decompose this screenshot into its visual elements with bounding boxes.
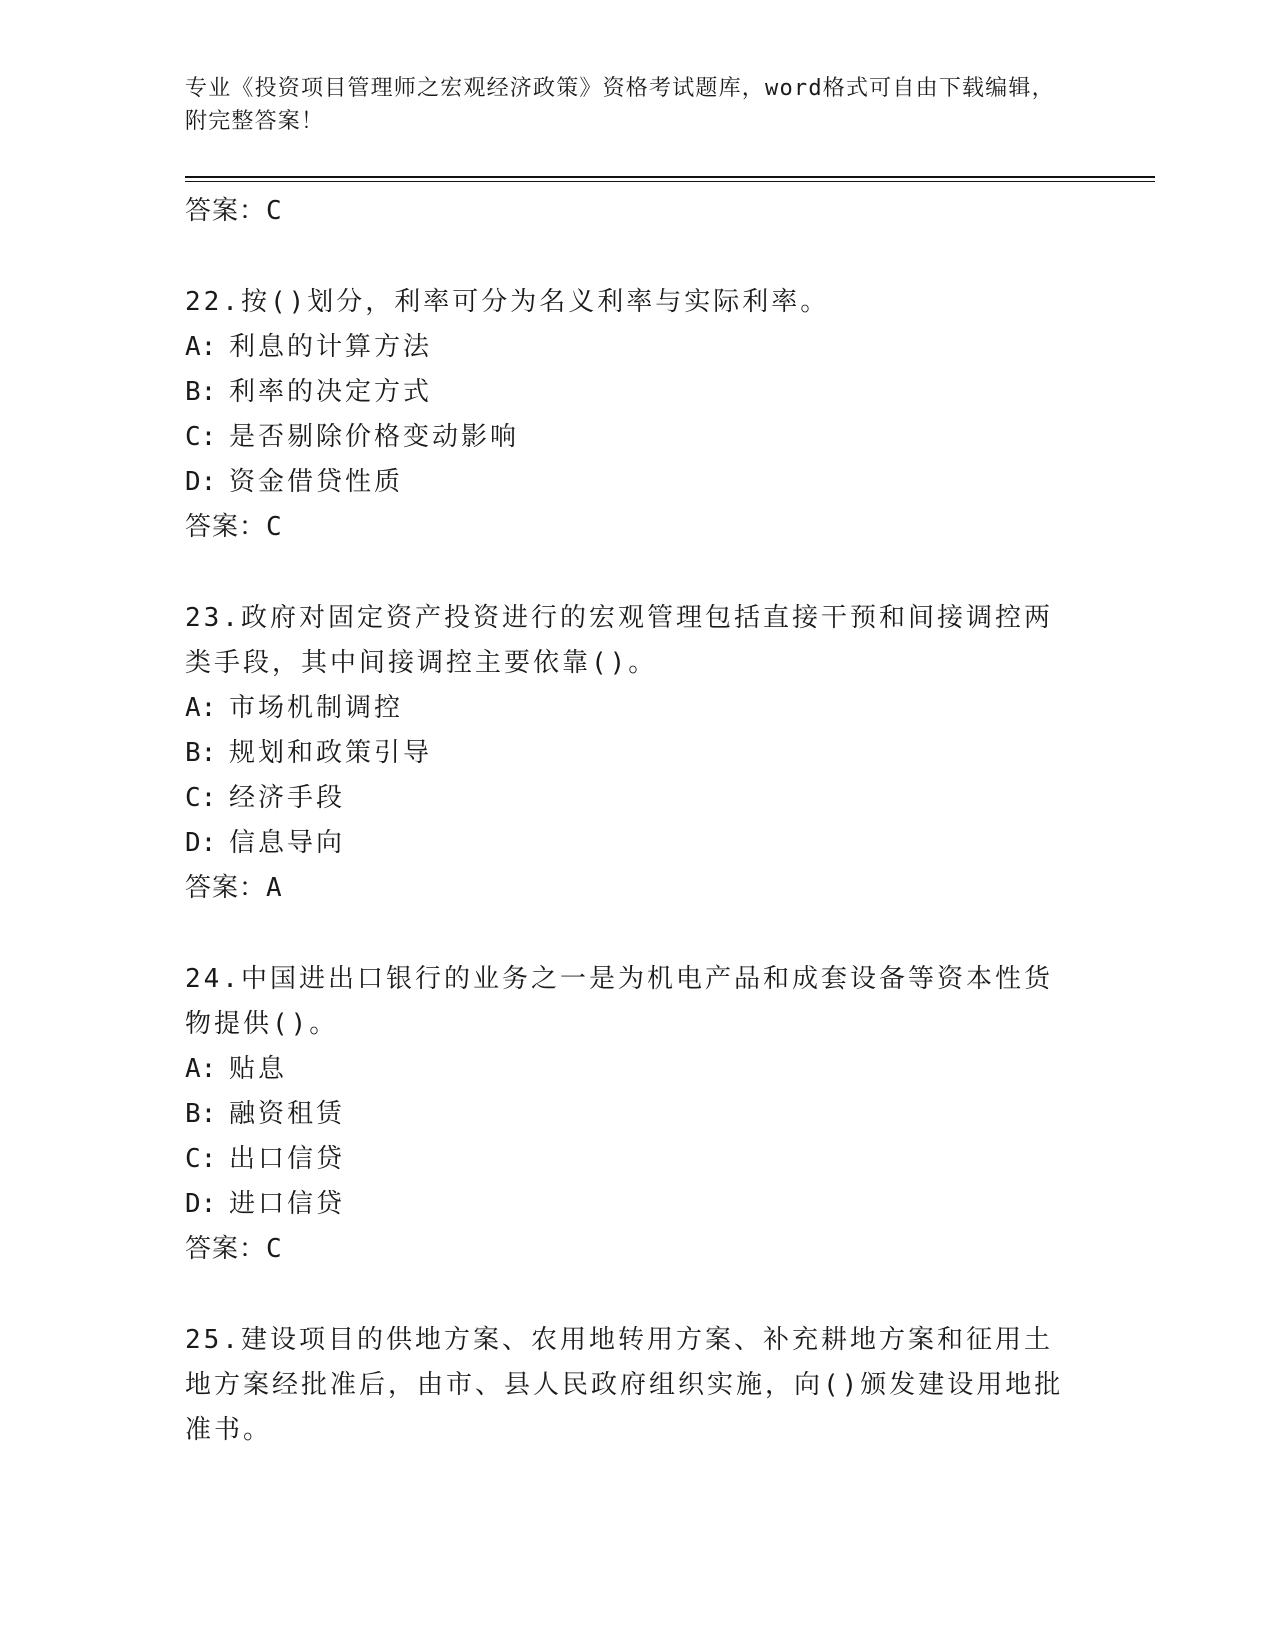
option-text: 规划和政策引导 (229, 738, 433, 768)
option-key: C: (185, 783, 217, 813)
option-text: 出口信贷 (229, 1144, 346, 1174)
question-list (185, 189, 1065, 1453)
option-text: 市场机制调控 (229, 693, 404, 723)
option-key: B: (185, 738, 217, 768)
option-a (185, 686, 1065, 731)
header-divider-thick (185, 176, 1155, 178)
answer-label: 答案： (185, 512, 267, 542)
question-stem: 22.按()划分，利率可分为名义利率与实际利率。 (185, 287, 830, 317)
option-key: A: (185, 1054, 217, 1084)
option-d (185, 821, 1065, 866)
option-key: D: (185, 1189, 217, 1219)
answer-value: C (266, 1234, 283, 1264)
question-stem: 25.建设项目的供地方案、农用地转用方案、补充耕地方案和征用土地方案经批准后，由市、县人民政府组织实施，向()颁发建设用地批准书。 (185, 1325, 1064, 1445)
option-key: C: (185, 422, 217, 452)
option-text: 经济手段 (229, 783, 346, 813)
option-c (185, 1137, 1065, 1182)
option-c (185, 415, 1065, 460)
option-text: 信息导向 (229, 828, 346, 858)
answer-label: 答案： (185, 1234, 267, 1264)
answer-line (185, 1227, 1065, 1272)
option-d (185, 460, 1065, 505)
document-header: 专业《投资项目管理师之宏观经济政策》资格考试题库，word格式可自由下载编辑，附完整答案！ (185, 76, 1055, 134)
option-key: D: (185, 467, 217, 497)
answer-value: C (266, 196, 283, 226)
option-text: 资金借贷性质 (229, 467, 404, 497)
option-text: 融资租赁 (229, 1099, 346, 1129)
answer-line (185, 189, 1065, 234)
option-text: 进口信贷 (229, 1189, 346, 1219)
option-b (185, 731, 1065, 776)
option-text: 利率的决定方式 (229, 377, 433, 407)
option-b (185, 1092, 1065, 1137)
header-divider-thin (185, 181, 1155, 182)
option-text: 贴息 (229, 1054, 288, 1084)
answer-value: C (266, 512, 283, 542)
question-stem: 23.政府对固定资产投资进行的宏观管理包括直接干预和间接调控两类手段，其中间接调控主要依靠()。 (185, 603, 1053, 678)
answer-label: 答案： (185, 196, 267, 226)
option-text: 利息的计算方法 (229, 332, 433, 362)
option-b (185, 370, 1065, 415)
answer-label: 答案： (185, 873, 267, 903)
answer-line (185, 505, 1065, 550)
answer-line (185, 866, 1065, 911)
option-a (185, 1047, 1065, 1092)
option-key: B: (185, 1099, 217, 1129)
option-d (185, 1182, 1065, 1227)
option-text: 是否剔除价格变动影响 (229, 422, 520, 452)
option-a (185, 325, 1065, 370)
option-key: A: (185, 693, 217, 723)
option-key: B: (185, 377, 217, 407)
option-key: C: (185, 1144, 217, 1174)
answer-value: A (266, 873, 283, 903)
option-c (185, 776, 1065, 821)
option-key: D: (185, 828, 217, 858)
option-key: A: (185, 332, 217, 362)
question-stem: 24.中国进出口银行的业务之一是为机电产品和成套设备等资本性货物提供()。 (185, 964, 1053, 1039)
